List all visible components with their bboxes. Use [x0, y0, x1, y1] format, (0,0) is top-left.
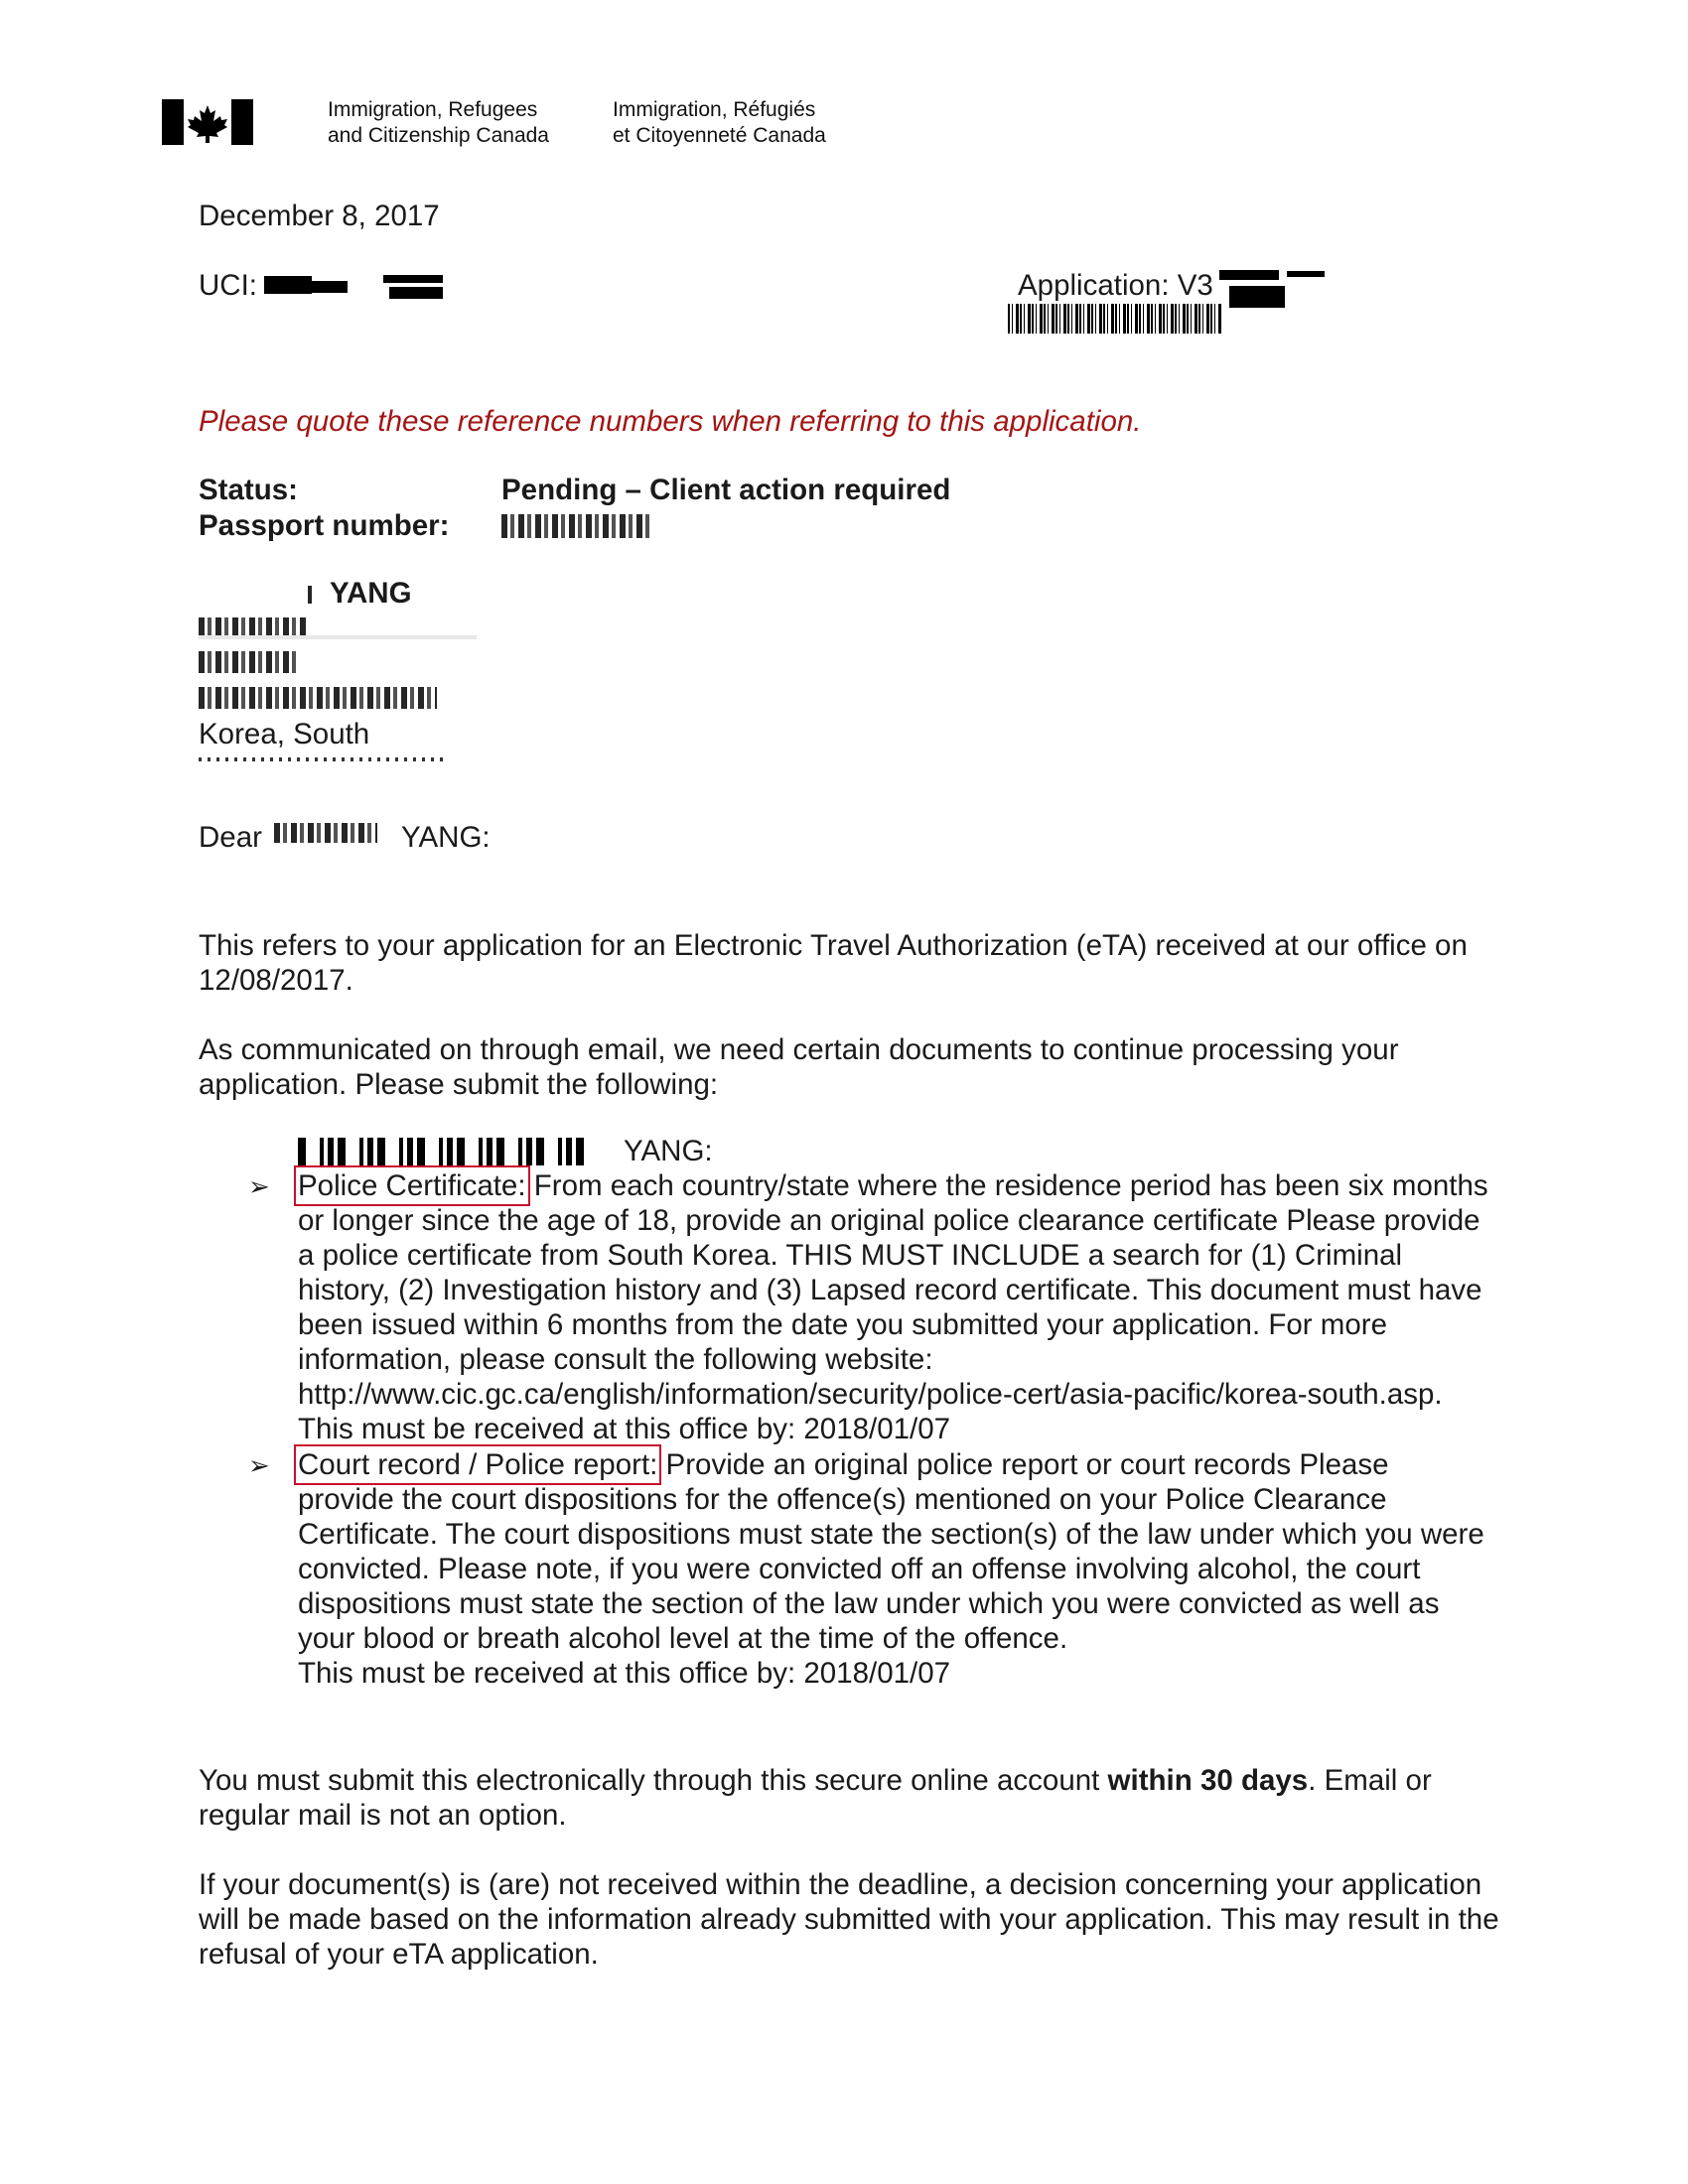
item-text-court-record: Provide an original police report or court records Please provide the court dispositions for the offence(s) mentioned on your Police Clearance Certificate. The court dispositions must state the section(s) of the law under which you were convicted. Please note, if you were convicted off an offense involving alcohol, the court dispositions must state the section of the law under which you were convicted as well as your blood or breath alcohol level at the time of the offence. — [298, 1448, 1484, 1655]
addressee-surname: YANG — [330, 577, 412, 610]
letter-date: December 8, 2017 — [199, 200, 440, 232]
quote-notice: Please quote these reference numbers when referring to this application. — [199, 405, 1142, 438]
uci-redaction — [389, 287, 443, 299]
department-name-fr: Immigration, Réfugiés et Citoyenneté Canada — [613, 98, 826, 147]
uci-redaction — [312, 281, 348, 293]
arrow-bullet-icon: ➢ — [248, 1171, 270, 1201]
department-name-en: Immigration, Refugees and Citizenship Canada — [328, 98, 549, 147]
salutation-prefix: Dear — [199, 821, 262, 854]
passport-number-redaction — [501, 514, 652, 538]
salutation — [199, 820, 262, 855]
status-label: Status: — [199, 474, 298, 506]
document-item-police-certificate — [298, 1168, 1499, 1446]
address-line-redaction — [199, 687, 437, 709]
application-redaction — [1229, 286, 1285, 308]
paragraph-submission-deadline: You must submit this electronically through this secure online account within 30 days. Email or regular mail is not an option. — [199, 1764, 1432, 1832]
given-name-redaction — [308, 586, 312, 604]
address-line-redaction — [199, 651, 298, 673]
item-text-police-certificate: From each country/state where the residence period has been six months or longer since the age of 18, provide an original police clearance certificate Please provide a police certificate from South Korea. THIS MUST INCLUDE a search for (1) Criminal history, (2) Investigation history and (3) Lapsed record certificate. This document must have been issued within 6 months from the date you submitted your application. For more information, please consult the following website: http://www.cic.gc.ca/english/information/security/police-cert/asia-pacific/korea-south.asp. — [298, 1169, 1488, 1411]
application-redaction — [1219, 270, 1279, 280]
application-redaction — [1287, 271, 1325, 277]
uci-label: UCI: — [199, 269, 257, 302]
passport-label: Passport number: — [199, 509, 450, 542]
paragraph-documents-required: As communicated on through email, we need certain documents to continue processing your application. Please submit the following: — [199, 1033, 1399, 1101]
item-title-police-certificate: Police Certificate: — [298, 1169, 526, 1202]
requested-for-name: YANG: — [624, 1135, 713, 1167]
application-label: Application: V3 — [1018, 269, 1213, 302]
status-value: Pending – Client action required — [501, 474, 951, 506]
item-deadline-police-certificate: This must be received at this office by: 2018/01/07 — [298, 1413, 951, 1445]
address-line-redaction — [199, 757, 447, 761]
item-deadline-court-record: This must be received at this office by: 2018/01/07 — [298, 1657, 951, 1690]
canada-flag-icon — [162, 99, 253, 145]
item-title-court-record: Court record / Police report: — [298, 1448, 658, 1481]
address-block — [199, 576, 496, 764]
uci-redaction — [383, 275, 443, 283]
address-country: Korea, South — [199, 718, 370, 751]
salutation-name: YANG: — [401, 821, 491, 854]
address-line-redaction — [199, 635, 477, 639]
address-line-redaction — [199, 617, 308, 637]
applicant-name-redaction — [298, 1138, 596, 1165]
paragraph-application-reference: This refers to your application for an Electronic Travel Authorization (eTA) received at our office on 12/08/2017. — [199, 929, 1468, 997]
arrow-bullet-icon: ➢ — [248, 1450, 270, 1480]
paragraph-refusal-warning: If your document(s) is (are) not received within the deadline, a decision concerning your application will be made based on the information already submitted with your application. This may result in the refusal of your eTA application. — [199, 1868, 1499, 1971]
uci-redaction — [264, 276, 312, 294]
salutation-given-name-redaction — [274, 823, 377, 843]
application-barcode — [1008, 304, 1221, 334]
document-item-court-record — [298, 1447, 1489, 1691]
